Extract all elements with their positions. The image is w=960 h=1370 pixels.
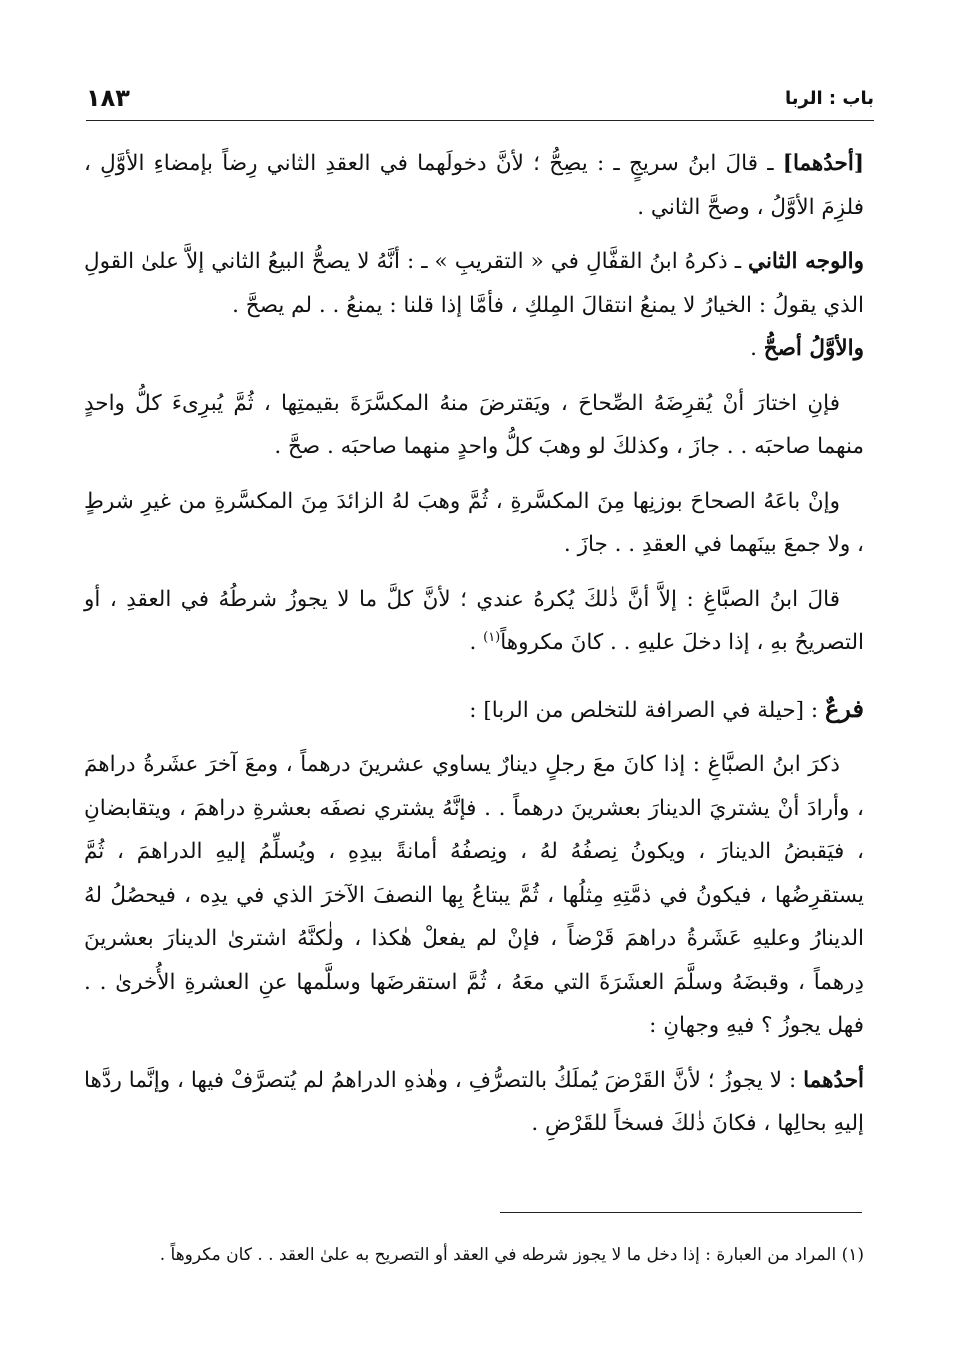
page-header [86,84,874,121]
footnote-reference[interactable]: (١) [483,629,501,645]
paragraph-exchange-trick: ذكرَ ابنُ الصبَّاغِ : إذا كانَ معَ رجلٍ دينارٌ يساوي عشرينَ درهماً ، ومعَ آخرَ عشَرةُ دراهمَ ، وأرادَ أنْ يشتريَ الدينارَ بعشرينَ درهماً . . فإنَّهُ يشتري نصفَه بعشرةِ دراهمَ ، ويتقابضانِ ، فيَقبضُ الدينارَ ، ويكونُ نِصفُهُ لهُ ، ونِصفُهُ أمانةً بيدِهِ ، ويُسلِّمُ إليهِ الدراهمَ ، ثُمَّ يستقرِضُها ، فيكونُ في ذمَّتِهِ مِثلُها ، ثُمَّ يبتاعُ بِها النصفَ الآخرَ الذي في يدِه ، فيحصُلُ لهُ الدينارُ وعليهِ عَشَرةُ دراهمَ قَرْضاً ، فإنْ لم يفعلْ هٰكذا ، ولٰكنَّهُ اشترىٰ الدينارَ بعشرينَ دِرهماً ، وقبضَهُ وسلَّمَ العشَرَةَ التي معَهُ ، ثُمَّ استقرضَها وسلَّمها عنِ العشرةِ الأُخرىٰ . . فهل يجوزُ ؟ فيهِ وجهانِ : [84,752,864,1038]
preferred-opinion: والأوَّلُ أصحُّ [763,336,864,361]
paragraph-lead: أحدُهما [803,1067,864,1093]
subsection-word: فرعٌ [824,693,864,723]
paragraph-text: ـ قالَ ابنُ سريجٍ ـ : يصِحُّ ؛ لأنَّ دخولَهما في العقدِ الثاني رِضاً بإمضاءِ الأوَّلِ ، فلزِمَ الأوَّلُ ، وصحَّ الثاني . [84,151,864,220]
footnote-divider [500,1212,862,1213]
paragraph-text: قالَ ابنُ الصبَّاغِ : إلاَّ أنَّ ذٰلكَ يُكرهُ عندي ؛ لأنَّ كلَّ ما لا يجوزُ شرطُهُ في العقدِ ، أو التصريحُ بهِ ، إذا دخلَ عليهِ . . كانَ مكروهاً [84,586,864,655]
footnote [84,1240,864,1270]
paragraph-lead: والوجه الثاني [748,249,864,274]
footnote-text: المراد من العبارة : إذا دخل ما لا يجوز شرطه في العقد أو التصريح به علىٰ العقد . . كان مكروهاً . [159,1245,842,1265]
paragraph-text: : لا يجوزُ ؛ لأنَّ القَرْضَ يُملَكُ بالتصرُّفِ ، وهٰذهِ الدراهمُ لم يُتصرَّفْ فيها ، وإنَّما ردَّها إليهِ بحالِها ، فكانَ ذٰلكَ فسخاً للقَرْضِ . [84,1067,864,1136]
paragraph-end: . [469,630,484,655]
running-head: باب : الربا [785,88,874,109]
paragraph-ibn-sabbagh [84,578,864,665]
paragraph-lead: [أحدُهما] [782,151,864,176]
footnote-number: (١) [841,1245,864,1265]
paragraph-second-opinion: والوجه الثاني ـ ذكرهُ ابنُ القفَّالِ في « التقريبِ » ـ : أنَّهُ لا يصحُّ البيعُ الثاني إلاَّ علىٰ القولِ الذي يقولُ : الخيارُ لا يمنعُ انتقالَ المِلكِ ، فأمَّا إذا قلنا : يمنعُ . . لم يصحَّ . والأوَّلُ أصحُّ . [84,249,864,361]
paragraph-first-opinion [84,142,864,229]
paragraph-sale-by-weight: وإنْ باعَهُ الصحاحَ بوزنِها مِنَ المكسَّرةِ ، ثُمَّ وهبَ لهُ الزائدَ مِنَ المكسَّرةِ من غيرِ شرطٍ ، ولا جمعَ بينَهما في العقدِ . . جازَ . [84,488,864,557]
page-number: ١٨٣ [86,84,130,112]
paragraph-exchange: فإنِ اختارَ أنْ يُقرِضَهُ الصِّحاحَ ، ويَقترضَ منهُ المكسَّرَةَ بقيمتِها ، ثُمَّ يُبرِىءَ كلُّ واحدٍ منهما صاحبَه . . جازَ ، وكذلكَ لو وهبَ كلُّ واحدٍ منهما صاحبَه . صحَّ . [84,390,864,459]
paragraph-text: ـ ذكرهُ ابنُ القفَّالِ في « التقريبِ » ـ : أنَّهُ لا يصحُّ البيعُ الثاني إلاَّ علىٰ القولِ الذي يقولُ : الخيارُ لا يمنعُ انتقالَ المِلكِ ، فأمَّا إذا قلنا : يمنعُ . . لم يصحَّ . [84,249,864,318]
subsection-heading [84,687,864,733]
paragraph-first-aspect [84,1059,864,1146]
main-text [84,142,864,1157]
subsection-title: : [حيلة في الصرافة للتخلص من الربا] : [469,697,825,723]
footnote-item [84,1240,864,1270]
